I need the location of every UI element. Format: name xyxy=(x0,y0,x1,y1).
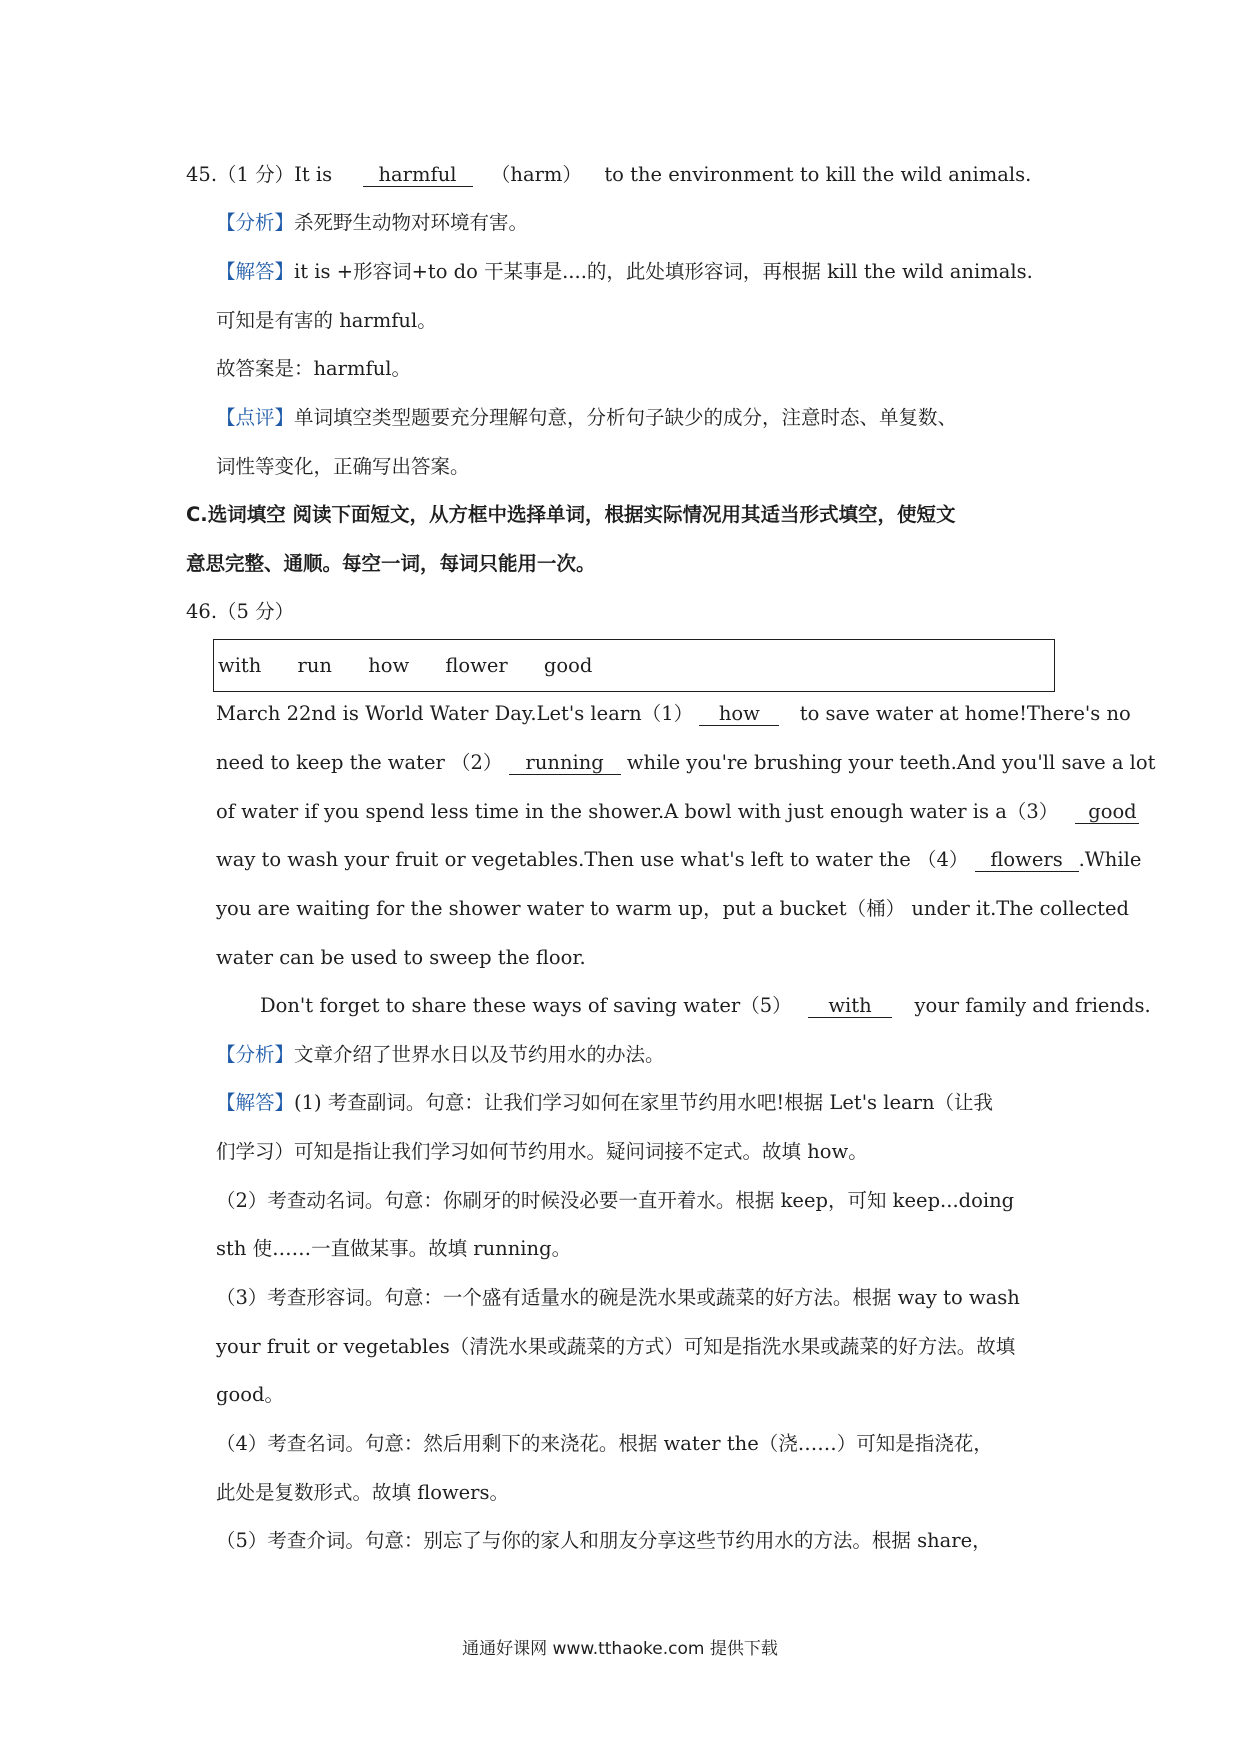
blank-5: with xyxy=(808,995,892,1018)
q45-comment-line2: 词性等变化，正确写出答案。 xyxy=(216,455,470,478)
q46-solution-3-line2: your fruit or vegetables（清洗水果或蔬菜的方式）可知是指洗水果或蔬菜的好方法。故填 xyxy=(216,1335,1016,1358)
word-box xyxy=(213,639,1055,692)
comment-tag: 【点评】 xyxy=(216,406,295,429)
q46-solution-2-line1: （2）考查动名词。句意：你刷牙的时候没必要一直开着水。根据 keep，可知 keep...doing xyxy=(216,1189,1015,1212)
passage-line7: Don't forget to share these ways of saving water（5） with your family and friends. xyxy=(260,994,1151,1017)
q45-solution-line2: 可知是有害的 harmful。 xyxy=(216,309,437,332)
word-box-item: with xyxy=(218,654,262,677)
section-c-heading-line2: 意思完整、通顺。每空一词，每词只能用一次。 xyxy=(186,552,596,575)
q45-comment-line1: 【点评】单词填空类型题要充分理解句意，分析句子缺少的成分，注意时态、单复数、 xyxy=(216,406,958,429)
q46-solution-4-line1: （4）考查名词。句意：然后用剩下的来浇花。根据 water the（浇……）可知是指浇花， xyxy=(216,1432,993,1455)
blank-3: good xyxy=(1075,801,1139,824)
passage-line6: water can be used to sweep the floor. xyxy=(216,946,586,969)
q46-solution-5-line1: （5）考查介词。句意：别忘了与你的家人和朋友分享这些节约用水的方法。根据 share， xyxy=(216,1529,992,1552)
q46-solution-3-line3: good。 xyxy=(216,1383,284,1406)
q46-solution-2-line2: sth 使……一直做某事。故填 running。 xyxy=(216,1237,572,1260)
q45-analysis: 【分析】杀死野生动物对环境有害。 xyxy=(216,211,529,234)
q46-solution-1-line1: 【解答】(1) 考查副词。句意：让我们学习如何在家里节约用水吧!根据 Let's learn（让我 xyxy=(216,1091,994,1114)
word-box-item: how xyxy=(368,654,410,677)
passage-line4: way to wash your fruit or vegetables.Then use what's left to water the （4） flowers .While xyxy=(216,848,1142,871)
passage-line2: need to keep the water （2） running while you're brushing your teeth.And you'll save a lot xyxy=(216,751,1156,774)
passage-line3: of water if you spend less time in the shower.A bowl with just enough water is a（3） good xyxy=(216,800,1137,823)
q46-number: 46.（5 分） xyxy=(186,600,295,623)
passage-line1: March 22nd is World Water Day.Let's learn（1） how to save water at home!There's no xyxy=(216,702,1131,725)
q46-analysis: 【分析】文章介绍了世界水日以及节约用水的办法。 xyxy=(216,1043,665,1066)
q46-solution-3-line1: （3）考查形容词。句意：一个盛有适量水的碗是洗水果或蔬菜的好方法。根据 way to wash xyxy=(216,1286,1020,1309)
word-box-item: good xyxy=(543,654,593,677)
analysis-tag: 【分析】 xyxy=(216,211,295,234)
word-box-item: run xyxy=(297,654,332,677)
word-box-item: flower xyxy=(445,654,508,677)
passage-line5: you are waiting for the shower water to warm up，put a bucket（桶） under it.The collected xyxy=(216,897,1130,920)
section-c-heading-line1: C.选词填空 阅读下面短文，从方框中选择单词，根据实际情况用其适当形式填空，使短文 xyxy=(186,503,956,526)
q46-solution-1-line2: 们学习）可知是指让我们学习如何节约用水。疑问词接不定式。故填 how。 xyxy=(216,1140,868,1163)
solution-tag: 【解答】 xyxy=(216,1091,295,1114)
blank-4: flowers xyxy=(975,849,1079,872)
q45-stem: 45.（1 分）It is harmful （harm） to the environment to kill the wild animals. xyxy=(186,163,1032,186)
analysis-tag: 【分析】 xyxy=(216,1043,295,1066)
footer-download-note: 通通好课网 www.tthaoke.com 提供下载 xyxy=(462,1639,778,1659)
q46-solution-4-line2: 此处是复数形式。故填 flowers。 xyxy=(216,1481,510,1504)
q45-answer-blank: harmful xyxy=(363,164,473,187)
q45-solution-line3: 故答案是：harmful。 xyxy=(216,357,412,380)
blank-2: running xyxy=(509,752,621,775)
blank-1: how xyxy=(699,703,779,726)
solution-tag: 【解答】 xyxy=(216,260,295,283)
q45-solution-line1: 【解答】it is +形容词+to do 干某事是....的，此处填形容词，再根据 kill the wild animals. xyxy=(216,260,1033,283)
